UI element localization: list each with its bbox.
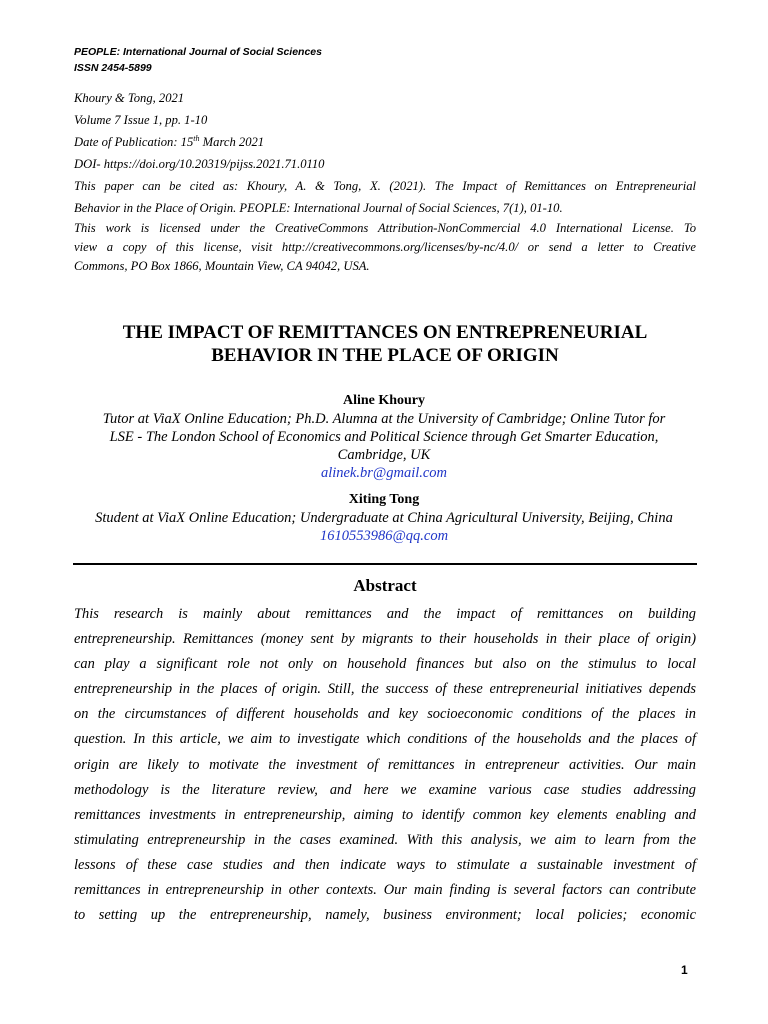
abstract-line: entrepreneurship in the places of origin. Still, the success of these entrepreneurial initiatives depends: [74, 681, 696, 698]
license-line: Commons, PO Box 1866, Mountain View, CA 94042, USA.: [74, 259, 370, 273]
abstract-line: stimulating entrepreneurship in the cases examined. With this analysis, we aim to learn from the: [74, 831, 696, 848]
license-line[interactable]: view a copy of this license, visit http://creativecommons.org/licenses/by-nc/4.0/ or send a letter to Creative: [74, 240, 696, 254]
paper-title: [74, 321, 696, 367]
author-block: [40, 392, 728, 482]
title-line: BEHAVIOR IN THE PLACE OF ORIGIN: [211, 345, 559, 366]
journal-name: PEOPLE: International Journal of Social Sciences: [74, 46, 322, 58]
publication-date: [74, 131, 696, 153]
journal-header: [74, 44, 322, 76]
author-block: [40, 491, 728, 545]
author-email-link[interactable]: alinek.br@gmail.com: [320, 465, 448, 481]
license-line: This work is licensed under the CreativeCommons Attribution-NonCommercial 4.0 International License. To: [74, 221, 696, 235]
author-affiliation: Student at ViaX Online Education; Undergraduate at China Agricultural University, Beijing, China: [95, 510, 673, 526]
publication-date-suffix: March 2021: [199, 135, 265, 149]
citation-line: This paper can be cited as: Khoury, A. & Tong, X. (2021). The Impact of Remittances on Entrepreneurial: [74, 179, 696, 193]
authors-year: Khoury & Tong, 2021: [74, 91, 185, 105]
author-affiliation: Tutor at ViaX Online Education; Ph.D. Alumna at the University of Cambridge; Online Tutor for: [102, 411, 666, 427]
page-number: 1: [681, 963, 688, 977]
abstract-heading: Abstract: [353, 576, 417, 595]
abstract-line: to setting up the entrepreneurship, namely, business environment; local policies; economic: [74, 907, 696, 924]
abstract-line: methodology is the literature review, and here we examine various case studies addressing: [74, 781, 696, 798]
abstract-line: remittances in entrepreneurship in other contexts. Our main finding is several factors can contribute: [74, 882, 696, 899]
abstract-line: can play a significant role not only on household finances but also on the stimulus to local: [74, 656, 696, 673]
abstract-line: lessons of these case studies and then indicate ways to stimulate a sustainable investment of: [74, 856, 696, 873]
publication-date-prefix: Date of Publication: 15: [74, 135, 194, 149]
citation-line: Behavior in the Place of Origin. PEOPLE: International Journal of Social Sciences, 7(1), 01-10.: [74, 201, 563, 215]
abstract-line: question. In this article, we aim to investigate which conditions of the households and the places of: [74, 731, 696, 748]
article-metadata: [74, 87, 696, 276]
author-affiliation: Cambridge, UK: [337, 447, 431, 463]
license-statement: [74, 219, 696, 276]
doi-link[interactable]: DOI- https://doi.org/10.20319/pijss.2021.71.0110: [74, 157, 325, 171]
author-email-link[interactable]: 1610553986@qq.com: [319, 528, 449, 544]
title-line: THE IMPACT OF REMITTANCES ON ENTREPRENEURIAL: [122, 322, 648, 343]
abstract-line: on the circumstances of different households and key socioeconomic conditions of the places in: [74, 706, 696, 723]
abstract-body: [74, 602, 696, 928]
abstract-line: remittances investments in entrepreneurship, aiming to identify common key elements enabling and: [74, 806, 696, 823]
abstract-line: This research is mainly about remittances and the impact of remittances on building: [74, 606, 696, 622]
abstract-line: origin are likely to motivate the investment of remittances in entrepreneur activities. Our main: [74, 756, 696, 773]
author-name: Xiting Tong: [348, 492, 420, 507]
section-divider: [73, 563, 697, 565]
volume-info: Volume 7 Issue 1, pp. 1-10: [74, 113, 208, 127]
author-name: Aline Khoury: [342, 393, 426, 408]
journal-issn: ISSN 2454-5899: [74, 62, 152, 74]
publication-date-ordinal: th: [193, 134, 200, 143]
abstract-line: entrepreneurship. Remittances (money sent by migrants to their households in their place of origin): [74, 631, 696, 648]
author-affiliation: LSE - The London School of Economics and Political Science through Get Smarter Education,: [109, 429, 659, 445]
